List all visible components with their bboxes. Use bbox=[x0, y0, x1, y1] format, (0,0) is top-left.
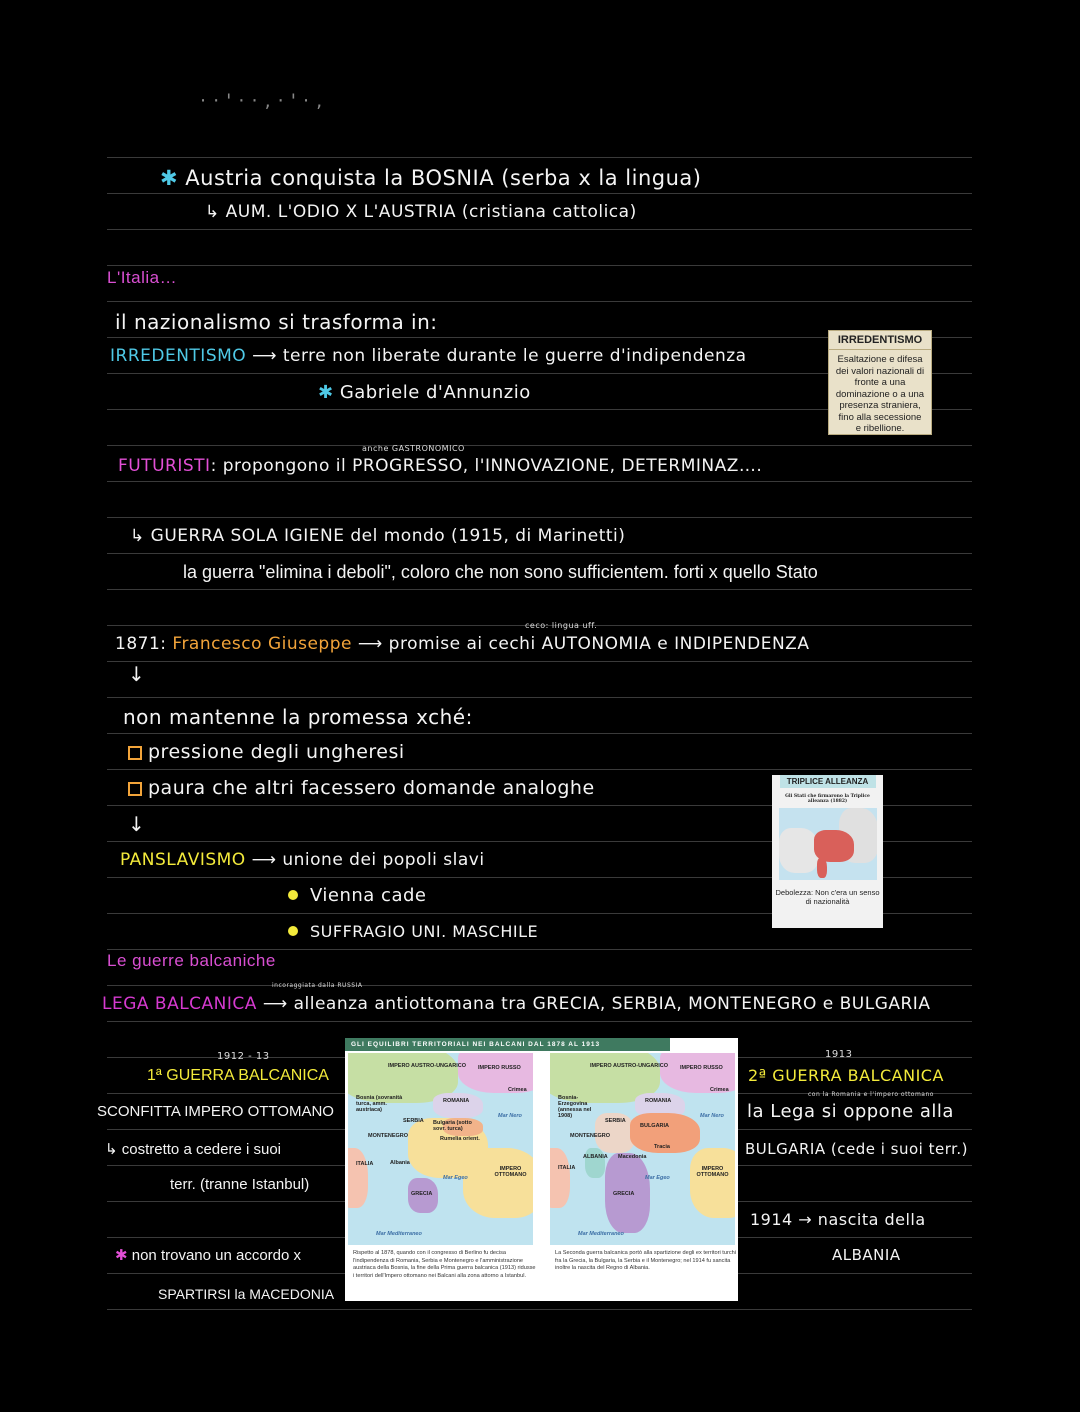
map-label: ROMANIA bbox=[443, 1098, 470, 1104]
map-label: Mar Mediterraneo bbox=[578, 1231, 624, 1237]
albania-line: ALBANIA bbox=[832, 1246, 901, 1264]
map-label: MONTENEGRO bbox=[368, 1133, 409, 1139]
section-heading-italia: L'Italia… bbox=[107, 268, 178, 287]
ruled-line bbox=[107, 265, 972, 266]
hook-arrow-icon: ↳ bbox=[105, 1141, 122, 1158]
map-label: Mar Egeo bbox=[443, 1175, 468, 1181]
war1-line: SCONFITTA IMPERO OTTOMANO bbox=[97, 1103, 334, 1120]
ruled-line bbox=[107, 157, 972, 158]
annotation: con la Romania e l'impero ottomano bbox=[808, 1091, 934, 1098]
map-label: Crimea bbox=[508, 1087, 527, 1093]
irredentismo-card: IRREDENTISMO Esaltazione e difesa dei valori nazionali di fronte a una dominazione o a una presenza straniera, fino alla secessione e ribellione. bbox=[828, 330, 932, 435]
map-label: Bosnia (sovranità turca, amm. austriaca) bbox=[356, 1095, 403, 1113]
reason-item: paura che altri facessero domande analoghe bbox=[128, 777, 595, 799]
bullet-icon bbox=[288, 890, 298, 900]
ruled-line bbox=[107, 445, 972, 446]
map-label: SERBIA bbox=[605, 1118, 626, 1124]
francesco-line: 1871: Francesco Giuseppe ⟶ promise ai cechi AUTONOMIA e INDIPENDENZA bbox=[115, 634, 810, 654]
bullet-icon bbox=[288, 926, 298, 936]
map-label: IMPERO AUSTRO-UNGARICO bbox=[590, 1063, 669, 1069]
map-label: GRECIA bbox=[411, 1191, 433, 1197]
hook-arrow-icon: ↳ bbox=[205, 202, 226, 222]
futuristi-line: FUTURISTI: propongono il PROGRESSO, l'INNOVAZIONE, DETERMINAZ…. bbox=[118, 456, 763, 476]
dannunzio-line: ✱ Gabriele d'Annunzio bbox=[318, 382, 531, 403]
map-label: Mar Nero bbox=[700, 1113, 724, 1119]
map-label: ALBANIA bbox=[583, 1154, 608, 1160]
hook-arrow-icon: ↳ bbox=[130, 526, 151, 546]
ruled-line bbox=[107, 661, 972, 662]
asterisk-icon: ✱ bbox=[160, 166, 186, 190]
map-label: BULGARIA bbox=[640, 1123, 670, 1129]
war2-line: la Lega si oppone alla bbox=[747, 1101, 954, 1122]
ruled-line bbox=[107, 481, 972, 482]
map-label: IMPERO AUSTRO-UNGARICO bbox=[388, 1063, 467, 1069]
map-label: Tracia bbox=[654, 1144, 670, 1150]
map-label: Crimea bbox=[710, 1087, 729, 1093]
lega-line: LEGA BALCANICA ⟶ alleanza antiottomana tra GRECIA, SERBIA, MONTENEGRO e BULGARIA bbox=[102, 994, 931, 1014]
map-label: MONTENEGRO bbox=[570, 1133, 611, 1139]
ruled-line bbox=[107, 949, 972, 950]
ruled-line bbox=[107, 301, 972, 302]
map-caption: La Seconda guerra balcanica portò alla spartizione degli ex territori turchi fra la Grecia, la Bulgaria, la Serbia e il Montenegro; nel 1914 fu sancita inoltre la nascita del Regno di Albania. bbox=[555, 1250, 736, 1271]
ruled-line bbox=[107, 517, 972, 518]
down-arrow-icon: ↓ bbox=[128, 662, 146, 686]
map-label: ITALIA bbox=[356, 1161, 374, 1167]
panslavismo-line: PANSLAVISMO ⟶ unione dei popoli slavi bbox=[120, 850, 485, 870]
war1-title: 1ª GUERRA BALCANICA bbox=[147, 1067, 329, 1084]
map-label: Mar Egeo bbox=[645, 1175, 670, 1181]
map-caption: Rispetto al 1878, quando con il congresso di Berlino fu decisa l'indipendenza di Romania, Serbia e Montenegro e l'amministrazione austriaca della Bosnia, la fine della Prima guerra balcanica (1913) ridusse i territori dell'Impero ottomano nei Balcani alla zona attorno a Istanbul. bbox=[353, 1250, 536, 1279]
annotation: ceco: lingua uff. bbox=[525, 621, 598, 630]
war2-title: 2ª GUERRA BALCANICA bbox=[748, 1066, 944, 1085]
reason-item: pressione degli ungheresi bbox=[128, 741, 405, 763]
austria-sub: ↳ AUM. L'ODIO X L'AUSTRIA (cristiana cattolica) bbox=[205, 202, 637, 222]
guerra-igiene-line: ↳ GUERRA SOLA IGIENE del mondo (1915, di Marinetti) bbox=[130, 526, 626, 546]
war1-years: 1912 - 13 bbox=[217, 1051, 270, 1062]
ruled-line bbox=[107, 769, 972, 770]
ruled-line bbox=[107, 697, 972, 698]
ruled-line bbox=[107, 1309, 972, 1310]
ruled-line bbox=[107, 589, 972, 590]
europe-map bbox=[779, 808, 877, 880]
irredentismo-line: IRREDENTISMO ⟶ terre non liberate durante le guerre d'indipendenza bbox=[110, 346, 747, 366]
nazionalismo-line: il nazionalismo si trasforma in: bbox=[115, 310, 438, 334]
map-label: Macedonia bbox=[618, 1154, 647, 1160]
macedonia-line: SPARTIRSI la MACEDONIA bbox=[158, 1286, 335, 1302]
war1-line: terr. (tranne Istanbul) bbox=[170, 1176, 310, 1193]
guerra-elimina-line: la guerra "elimina i deboli", coloro che non sono sufficientem. forti x quello Stato bbox=[183, 562, 818, 582]
cut-off-text: · · ' · · , · ' · , bbox=[200, 90, 323, 112]
asterisk-icon: ✱ bbox=[115, 1247, 132, 1264]
war2-line: BULGARIA (cede i suoi terr.) bbox=[745, 1140, 969, 1158]
asterisk-icon: ✱ bbox=[318, 382, 340, 403]
down-arrow-icon: ↓ bbox=[128, 812, 146, 836]
ruled-line bbox=[107, 733, 972, 734]
map-label: IMPERO RUSSO bbox=[478, 1065, 521, 1071]
ruled-line bbox=[107, 193, 972, 194]
map-label: GRECIA bbox=[613, 1191, 635, 1197]
bullet-item: Vienna cade bbox=[288, 885, 427, 906]
ruled-line bbox=[107, 1021, 972, 1022]
ruled-line bbox=[107, 985, 972, 986]
bullet-item: SUFFRAGIO UNI. MASCHILE bbox=[288, 922, 538, 941]
non-mantenne-line: non mantenne la promessa xché: bbox=[123, 705, 473, 729]
map-label: ROMANIA bbox=[645, 1098, 672, 1104]
war2-year: 1913 bbox=[825, 1049, 853, 1060]
section-heading-balcaniche: Le guerre balcaniche bbox=[107, 951, 276, 970]
austria-line: ✱ Austria conquista la BOSNIA (serba x la lingua) bbox=[160, 166, 702, 190]
map-label: ITALIA bbox=[558, 1165, 576, 1171]
balkan-maps-figure: GLI EQUILIBRI TERRITORIALI NEI BALCANI DAL 1878 AL 1913 IMPERO AUSTRO-UNGARICO IMPERO RUSSO Crimea Bosnia (sovranità turca, amm. austriaca) ROMANIA SERBIA Bulgaria (sotto sovr. turca) MONTENEGRO Rumelia orient. ITALIA Albania IMPERO OTTOMANO GRECIA Mar Nero Mar Egeo Mar Mediterraneo Rispetto al 1878, quando con il congresso di Berlino fu decisa l'indipendenza di Romania, Serbia e Montenegro e l'amministrazione austriaca della Bosnia, la fine della Prima guerra balcanica (1913) ridusse i territori dell'Impero ottomano nei Balcani alla zona attorno a Istanbul. IMPERO AUSTRO-UNGARICO IMPERO RUSSO Crimea Bosnia-Erzegovina (annessa nel 1908) ROMANIA SERBIA BULGARIA MONTENEGRO ALBANIA Macedonia Tracia ITALIA IMPERO OTTOMANO GRECIA Mar Nero Mar Egeo Mar Mediterraneo La Seconda guerra balcanica portò alla spartizione degli ex territori turchi fra la Grecia, la Bulgaria, la Serbia e il Montenegro; nel 1914 fu sancita inoltre la nascita del Regno di Albania. bbox=[345, 1038, 738, 1301]
ruled-line bbox=[107, 229, 972, 230]
checkbox-icon bbox=[128, 782, 142, 796]
map-label: Rumelia orient. bbox=[440, 1136, 480, 1142]
map-label: IMPERO RUSSO bbox=[680, 1065, 723, 1071]
map-label: SERBIA bbox=[403, 1118, 424, 1124]
map-label: Mar Nero bbox=[498, 1113, 522, 1119]
map-label: Albania bbox=[390, 1160, 410, 1166]
triplice-alleanza-card: TRIPLICE ALLEANZA Gli Stati che firmarono la Triplice alleanza (1882) Debolezza: Non c'era un senso di nazionalità bbox=[772, 775, 883, 928]
annotation: incoraggiata dalla RUSSIA bbox=[272, 982, 363, 989]
map-label: IMPERO OTTOMANO bbox=[494, 1166, 527, 1178]
ruled-line bbox=[107, 553, 972, 554]
map-label: IMPERO OTTOMANO bbox=[696, 1166, 729, 1178]
map-1878 bbox=[348, 1053, 533, 1245]
annotation: anche GASTRONOMICO bbox=[362, 444, 465, 453]
macedonia-line: ✱ non trovano un accordo x bbox=[115, 1247, 302, 1264]
map-1913 bbox=[550, 1053, 735, 1245]
map-label: Mar Mediterraneo bbox=[376, 1231, 422, 1237]
map-label: Bosnia-Erzegovina (annessa nel 1908) bbox=[558, 1095, 592, 1119]
war1-line: ↳ costretto a cedere i suoi bbox=[105, 1141, 282, 1158]
checkbox-icon bbox=[128, 746, 142, 760]
albania-line: 1914 → nascita della bbox=[750, 1210, 926, 1229]
map-label: Bulgaria (sotto sovr. turca) bbox=[433, 1120, 472, 1132]
